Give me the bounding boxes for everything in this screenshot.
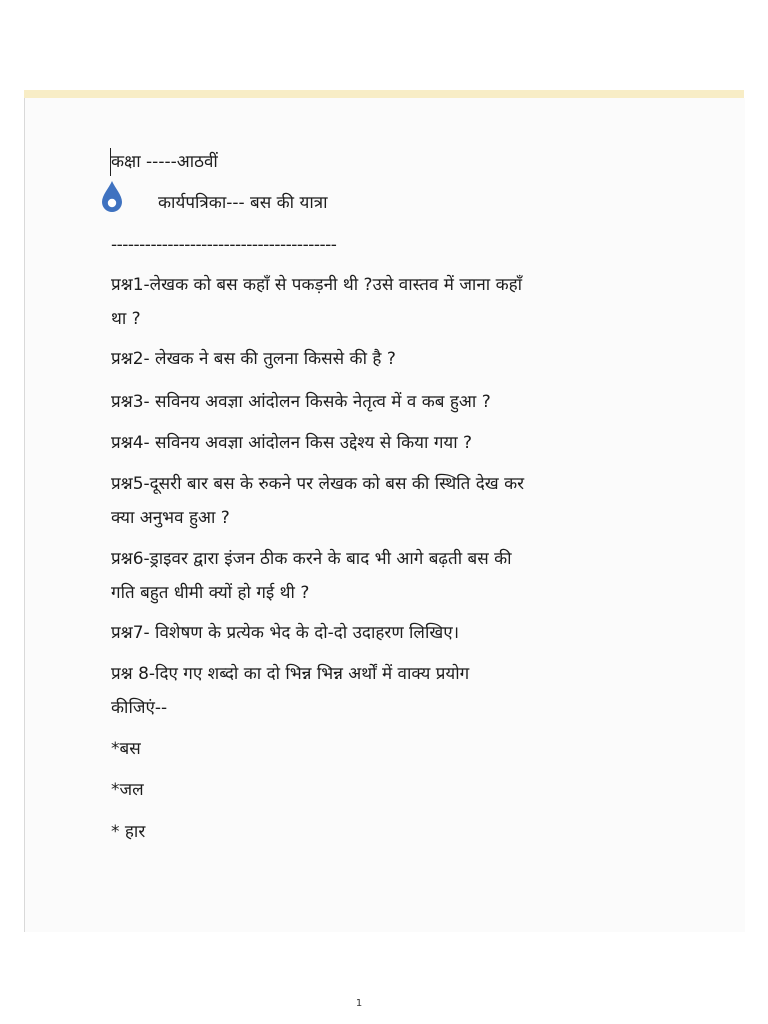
question-7: प्रश्न7- विशेषण के प्रत्येक भेद के दो-दो उदाहरण लिखिए। [111,623,460,643]
worksheet-title: कार्यपत्रिका--- बस की यात्रा [158,193,328,213]
question-3: प्रश्न3- सविनय अवज्ञा आंदोलन किसके नेतृत्व में व कब हुआ ? [111,392,491,412]
divider-line: ---------------------------------------- [111,235,337,255]
word-list-item: *जल [111,780,144,800]
question-8-line-1: प्रश्न 8-दिए गए शब्दो का दो भिन्न भिन्न अर्थों में वाक्य प्रयोग [111,664,470,684]
word-list-item: *बस [111,739,141,759]
page-top-edge [24,90,744,98]
question-1-line-1: प्रश्न1-लेखक को बस कहाँ से पकड़नी थी ?उसे वास्तव में जाना कहाँ [111,275,523,295]
question-1-line-2: था ? [111,309,141,329]
word-list-item: * हार [111,822,146,842]
question-6-line-1: प्रश्न6-ड्राइवर द्वारा इंजन ठीक करने के बाद भी आगे बढ़ती बस की [111,549,512,569]
class-line: कक्षा -----आठवीं [111,152,218,172]
question-6-line-2: गति बहुत धीमी क्यों हो गई थी ? [111,583,310,603]
question-5-line-2: क्या अनुभव हुआ ? [111,508,230,528]
page-number: 1 [355,998,363,1009]
question-4: प्रश्न4- सविनय अवज्ञा आंदोलन किस उद्देश्य से किया गया ? [111,433,473,453]
question-2: प्रश्न2- लेखक ने बस की तुलना किससे की है ? [111,349,396,369]
question-8-line-2: कीजिएं-- [111,698,168,718]
water-drop-icon[interactable] [100,180,124,214]
question-5-line-1: प्रश्न5-दूसरी बार बस के रुकने पर लेखक को बस की स्थिति देख कर [111,474,525,494]
